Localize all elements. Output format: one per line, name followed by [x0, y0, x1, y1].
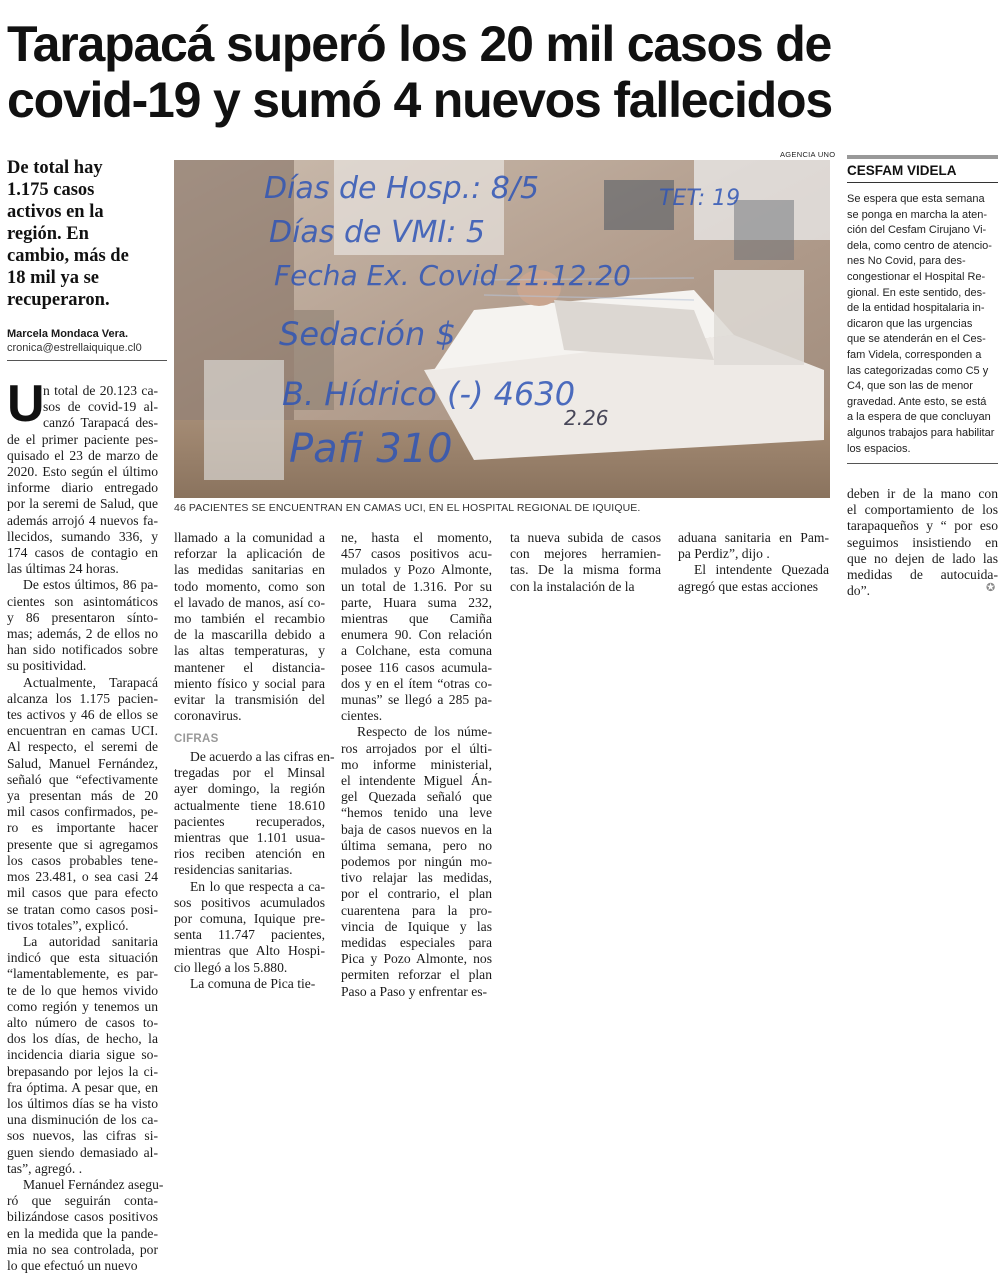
text-line: n total de 20.123 ca-: [43, 383, 158, 398]
text-line: vincia de Iquique y las: [341, 918, 492, 934]
body-column-3: [341, 530, 492, 1000]
dropcap: U: [7, 375, 45, 433]
sidebar-body: [847, 192, 997, 457]
text-line: “lamentablemente, es par-: [7, 966, 158, 982]
text-line: aduana sanitaria en Pam-: [678, 530, 829, 545]
text-line: mulados y Pozo Almonte,: [341, 562, 492, 578]
text-line: senta 11.747 pacientes,: [174, 927, 325, 943]
text-line: “hemos tenido una leve: [341, 805, 492, 821]
text-line: han sido notificados sobre: [7, 642, 158, 658]
text-line: medidas especiales para: [341, 935, 492, 951]
sidebar-line: ción del Cesfam Cirujano Vi-: [847, 224, 987, 237]
text-line: tarapaqueños y “ por eso: [847, 518, 998, 534]
author-name: Marcela Mondaca Vera.: [7, 328, 129, 340]
text-line: dos y en el ítem “otras co-: [341, 675, 492, 691]
hospital-photo: [174, 160, 830, 498]
text-line: De estos últimos, 86 pa-: [23, 577, 158, 593]
text-line: alcanza los 1.175 pacien-: [7, 690, 158, 706]
subhead-cifras: CIFRAS: [174, 733, 219, 745]
text-line: mo también el recambio: [174, 611, 325, 627]
deck-line: cambio, más de: [7, 246, 129, 266]
hospital-photo-illustration: [174, 160, 830, 498]
text-line: La autoridad sanitaria: [23, 933, 158, 949]
body-column-6: [847, 486, 998, 599]
text-line: lo que efectuó un nuevo: [7, 1257, 138, 1273]
text-line: señaló que “efectivamente: [7, 771, 158, 787]
text-line: evitar la transmisión del: [174, 692, 325, 708]
text-line: coronavirus.: [174, 708, 242, 724]
sidebar-line: los espacios.: [847, 442, 911, 455]
end-of-article-icon: ✪: [986, 581, 996, 594]
text-line: Pica y Pozo Almonte, nos: [341, 951, 492, 967]
text-line: ró que seguirán conta-: [7, 1193, 158, 1209]
text-line: el comportamiento de los: [847, 502, 998, 518]
sidebar-line: dicaron que las urgencias: [847, 317, 973, 330]
text-line: canzó Tarapacá des-: [43, 415, 158, 431]
text-line: permiten reforzar el plan: [341, 967, 492, 983]
text-line: de la mascarilla debido a: [174, 627, 325, 643]
deck-line: 18 mil ya se: [7, 268, 99, 288]
author-email: cronica@estrellaiquique.cl0: [7, 342, 142, 354]
glass-writing: Pafi 310: [289, 426, 453, 472]
text-line: do”.: [847, 583, 871, 599]
text-line: pacientes recuperados,: [174, 813, 325, 829]
text-line: tregadas por el Minsal: [174, 765, 325, 781]
text-line: tes activos y 46 de ellos se: [7, 707, 158, 723]
photo-caption: 46 PACIENTES SE ENCUENTRAN EN CAMAS UCI, EN EL HOSPITAL REGIONAL DE IQUIQUE.: [174, 502, 641, 514]
text-line: 457 casos positivos acu-: [341, 546, 492, 562]
text-line: mia no sea controlada, por: [7, 1241, 158, 1257]
text-line: ros arrojados por el últi-: [341, 740, 492, 756]
text-line: reforzar la aplicación de: [174, 546, 325, 562]
sidebar-line: que se atenderán en el Ces-: [847, 333, 986, 346]
text-line: el intendente Miguel Án-: [341, 773, 492, 789]
text-line: mientras que Alto Hospi-: [174, 943, 325, 959]
body-column-2-top: [174, 530, 325, 724]
text-line: tivos totales”, explicó.: [7, 917, 129, 933]
text-line: El intendente Quezada: [694, 562, 829, 578]
sidebar-line: algunos trabajos para habilitar: [847, 426, 995, 439]
text-line: que no dejen de lado las: [847, 550, 998, 566]
text-line: residencias sanitarias.: [174, 862, 293, 878]
text-line: Respecto de los núme-: [357, 724, 492, 740]
text-line: rios reciben atención en: [174, 846, 325, 862]
text-line: Al respecto, el seremi de: [7, 739, 158, 755]
text-line: guen siendo demasiado al-: [7, 1144, 158, 1160]
text-line: La comuna de Pica tie-: [190, 975, 316, 991]
text-line: quisado el 23 de marzo de: [7, 447, 158, 463]
text-line: Actualmente, Tarapacá: [23, 674, 158, 690]
text-line: deben ir de la mano con: [847, 486, 998, 501]
text-line: tas. De la misma forma: [510, 562, 661, 578]
text-line: posee 116 casos acumula-: [341, 659, 492, 675]
text-line: y 86 presentaron sínto-: [7, 609, 158, 625]
text-line: pa Perdiz”, dijo .: [678, 546, 770, 562]
text-line: mantener el distancia-: [174, 659, 325, 675]
text-line: además arrojó 4 nuevos fa-: [7, 512, 158, 528]
body-column-1: [7, 375, 164, 1274]
text-line: dos los días, de hecho, la: [7, 1031, 158, 1047]
text-line: como región y tenemos un: [7, 998, 158, 1014]
glass-writing: TET: 19: [659, 186, 741, 211]
text-line: las medidas sanitarias en: [174, 562, 325, 578]
glass-writing: Días de VMI: 5: [269, 215, 486, 250]
text-line: alto número de casos to-: [7, 1014, 158, 1030]
text-line: ne, hasta el momento,: [341, 530, 492, 545]
text-line: con la instalación de la: [510, 578, 635, 594]
body-column-5: [678, 530, 829, 595]
text-line: 174 casos de contagio en: [7, 545, 158, 561]
text-line: De acuerdo a las cifras en-: [190, 749, 335, 764]
deck-line: 1.175 casos: [7, 180, 95, 200]
glass-writing: B. Hídrico (-) 4630: [282, 375, 576, 413]
text-line: todo momento, como son: [174, 578, 325, 594]
text-line: informe diario entregado: [7, 480, 158, 496]
text-line: seguimos insistiendo en: [847, 534, 998, 550]
text-line: actualmente tiene 18.610: [174, 797, 325, 813]
text-line: por el contrario, el plan: [341, 886, 492, 902]
text-line: por la seremi de Salud, que: [7, 496, 158, 512]
sidebar-line: congestionar el Hospital Re-: [847, 270, 986, 283]
deck-line: recuperaron.: [7, 290, 110, 310]
byline-divider: [7, 360, 167, 361]
text-line: ro es importante hacer: [7, 820, 158, 836]
text-line: llamado a la comunidad a: [174, 530, 325, 545]
text-line: podemos por ningún mo-: [341, 854, 492, 870]
text-line: te de lo que hemos vivido: [7, 982, 158, 998]
text-line: una disminución de los ca-: [7, 1112, 158, 1128]
text-line: llecidos, sumando 336, y: [7, 528, 158, 544]
text-line: los últimos días se ha visto: [7, 1095, 158, 1111]
text-line: gel Quezada señaló que: [341, 789, 492, 805]
sidebar-top-rule: [847, 155, 998, 159]
photo-credit: AGENCIA UNO: [780, 150, 836, 159]
text-line: sos nuevos, las cifras si-: [7, 1128, 158, 1144]
text-line: mas; además, 2 de ellos no: [7, 626, 158, 642]
glass-writing: Fecha Ex. Covid 21.12.20: [274, 259, 631, 292]
text-line: bilizándose casos positivos: [7, 1209, 158, 1225]
text-line: de el primer paciente pes-: [7, 431, 158, 447]
glass-writing: 2.26: [564, 406, 609, 430]
text-line: mientras que 1.101 usua-: [174, 830, 325, 846]
deck: [7, 157, 167, 311]
text-line: las altas temperaturas, y: [174, 643, 325, 659]
text-line: por comuna, Iquique pre-: [174, 911, 325, 927]
text-line: mil casos que para efecto: [7, 885, 158, 901]
text-line: un total de 1.316. Por su: [341, 578, 492, 594]
body-column-2-bottom: [174, 749, 335, 992]
sidebar-line: gional. En este sentido, des-: [847, 286, 986, 299]
text-line: el lavado de manos, así co-: [174, 594, 325, 610]
sidebar-line: de la entidad hospitalaria in-: [847, 302, 985, 315]
text-line: mientras que Camiña: [341, 611, 492, 627]
text-line: con mejores herramien-: [510, 546, 661, 562]
text-line: cientes son asintomáticos: [7, 593, 158, 609]
text-line: cuarentena para la pro-: [341, 902, 492, 918]
text-line: enumera 90. Con relación: [341, 627, 492, 643]
text-line: se tratan como casos posi-: [7, 901, 158, 917]
text-line: ya presentan más de 20: [7, 788, 158, 804]
sidebar-line: se ponga en marcha la aten-: [847, 208, 988, 221]
body-column-4: [510, 530, 661, 595]
sidebar-title-divider: [847, 182, 998, 183]
text-line: Paso a Paso y enfrentar es-: [341, 983, 488, 999]
text-line: los casos probables tene-: [7, 852, 158, 868]
sidebar-line: nes No Covid, para des-: [847, 255, 966, 268]
text-line: encuentran en camas UCI.: [7, 723, 158, 739]
text-line: incidencia diaria sigue so-: [7, 1047, 158, 1063]
text-line: mo informe ministerial,: [341, 756, 492, 772]
sidebar-line: las categorizadas como C5 y: [847, 364, 989, 377]
text-line: presente que si agregamos: [7, 836, 158, 852]
text-line: baja de casos nuevos en la: [341, 821, 492, 837]
text-line: ayer domingo, la región: [174, 781, 325, 797]
text-line: munas” se llegó a 285 pa-: [341, 692, 492, 708]
text-line: tas”, agregó. .: [7, 1160, 83, 1176]
headline-line-1: Tarapacá superó los 20 mil casos de: [7, 16, 832, 72]
text-line: Salud, Manuel Fernández,: [7, 755, 158, 771]
text-line: en la medida que la pande-: [7, 1225, 158, 1241]
text-line: cientes.: [341, 708, 383, 724]
text-line: sos positivos acumulados: [174, 894, 325, 910]
text-line: Manuel Fernández asegu-: [23, 1176, 164, 1192]
text-line: brepasando por lejos la ci-: [7, 1063, 158, 1079]
text-line: última semana, pero no: [341, 837, 492, 853]
text-line: sos de covid-19 al-: [43, 399, 158, 415]
text-line: indicó que esta situación: [7, 950, 158, 966]
byline: [7, 327, 172, 355]
text-line: medidas de autocuida-: [847, 567, 998, 583]
sidebar-bottom-rule: [847, 463, 998, 464]
text-line: tivo relajar las medidas,: [341, 870, 492, 886]
text-line: miento físico y social para: [174, 675, 325, 691]
text-line: su positividad.: [7, 658, 87, 674]
sidebar-line: dela, como centro de atencio-: [847, 239, 992, 252]
text-line: agregó que estas acciones: [678, 578, 819, 594]
text-line: fra óptima. A pesar que, en: [7, 1079, 158, 1095]
text-line: cio llegó a los 5.880.: [174, 959, 288, 975]
text-line: mos 23.481, o sea casi 24: [7, 869, 158, 885]
sidebar-line: a la espera de que concluyan: [847, 411, 991, 424]
deck-line: activos en la: [7, 202, 104, 222]
deck-line: De total hay: [7, 158, 103, 178]
text-line: las últimas 24 horas.: [7, 561, 119, 577]
headline-line-2: covid-19 y sumó 4 nuevos fallecidos: [7, 72, 832, 128]
text-line: parte, Huara suma 232,: [341, 594, 492, 610]
text-line: 2020. Esto según el último: [7, 464, 158, 480]
deck-line: región. En: [7, 224, 89, 244]
text-line: ta nueva subida de casos: [510, 530, 661, 545]
headline: [7, 16, 997, 128]
glass-writing: Días de Hosp.: 8/5: [264, 171, 540, 206]
text-line: En lo que respecta a ca-: [190, 878, 325, 894]
sidebar-line: fam Videla, corresponden a: [847, 348, 982, 361]
sidebar-line: gravedad. Ante esto, se está: [847, 395, 987, 408]
text-line: a Colchane, esta comuna: [341, 643, 492, 659]
sidebar-title: CESFAM VIDELA: [847, 163, 957, 178]
text-line: mil casos confirmados, pe-: [7, 804, 158, 820]
glass-writing: Sedación $: [279, 315, 456, 353]
sidebar-line: Se espera que esta semana: [847, 193, 985, 205]
sidebar-line: C4, que son las de menor: [847, 380, 973, 393]
